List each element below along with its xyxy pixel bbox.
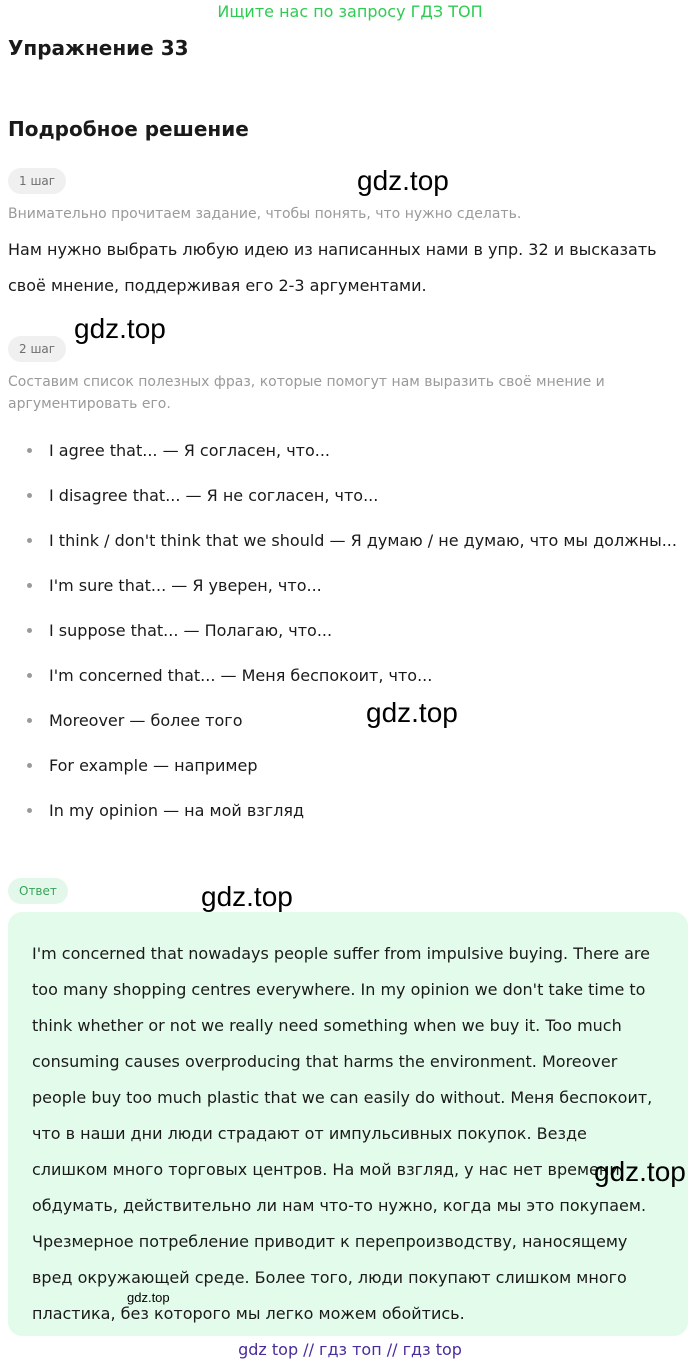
bullet-icon xyxy=(27,538,32,543)
list-item xyxy=(0,563,680,608)
list-item xyxy=(0,473,680,518)
step-1-hint: Внимательно прочитаем задание, чтобы понять, что нужно сделать. xyxy=(8,206,522,222)
watermark: gdz.top xyxy=(366,697,458,728)
watermark: gdz.top xyxy=(74,313,166,344)
answer-box xyxy=(8,912,688,1336)
phrase-text: In my opinion — на мой взгляд xyxy=(49,801,305,820)
search-banner: Ищите нас по запросу ГДЗ ТОП xyxy=(217,2,483,21)
list-item xyxy=(0,518,680,563)
list-item xyxy=(0,788,680,833)
phrase-text: I think / don't think that we should — Я думаю / не думаю, что мы должны... xyxy=(49,531,677,550)
phrase-text: Moreover — более того xyxy=(49,711,243,730)
bullet-icon xyxy=(27,583,32,588)
list-item xyxy=(0,608,680,653)
list-item xyxy=(0,698,680,743)
answer-badge: Ответ xyxy=(8,878,68,904)
step-1-text: Нам нужно выбрать любую идею из написанных нами в упр. 32 и высказать своё мнение, поддерживая его 2-3 аргументами. xyxy=(8,240,657,295)
phrase-text: I'm concerned that... — Меня беспокоит, что... xyxy=(49,666,433,685)
list-item xyxy=(0,653,680,698)
bullet-icon xyxy=(27,808,32,813)
step-2-hint: Составим список полезных фраз, которые помогут нам выразить своё мнение и аргументировать его. xyxy=(8,374,605,412)
bullet-icon xyxy=(27,673,32,678)
phrase-text: I disagree that... — Я не согласен, что... xyxy=(49,486,379,505)
exercise-title: Упражнение 33 xyxy=(8,36,189,60)
phrase-text: I agree that... — Я согласен, что... xyxy=(49,441,331,460)
step-1-badge: 1 шаг xyxy=(8,168,66,194)
bullet-icon xyxy=(27,448,32,453)
phrase-text: For example — например xyxy=(49,756,258,775)
solution-title: Подробное решение xyxy=(8,117,249,141)
footer-links: gdz top // гдз топ // гдз top xyxy=(238,1340,462,1359)
watermark: gdz.top xyxy=(594,1156,686,1187)
watermark: gdz.top xyxy=(201,881,293,912)
step-2-badge: 2 шаг xyxy=(8,336,66,362)
answer-text: I'm concerned that nowadays people suffer from impulsive buying. There are too many shopping centres everywhere. In my opinion we don't take time to think whether or not we really need something when we buy it. Too much consuming causes overproducing that harms the environment. Moreover people buy too much plastic that we can easily do without. Меня беспокоит, что в наши дни люди страдают от импульсивных покупок. Везде слишком много торговых центров. На мой взгляд, у нас нет времени обдумать, действительно ли нам что-то нужно, когда мы это покупаем. Чрезмерное потребление приводит к перепроизводству, наносящему вред окружающей среде. Более того, люди покупают слишком много пластика, без которого мы легко можем обойтись. xyxy=(32,944,653,1323)
bullet-icon xyxy=(27,718,32,723)
bullet-icon xyxy=(27,628,32,633)
list-item xyxy=(0,428,680,473)
watermark: gdz.top xyxy=(357,165,449,196)
phrase-text: I suppose that... — Полагаю, что... xyxy=(49,621,333,640)
list-item xyxy=(0,743,680,788)
phrase-text: I'm sure that... — Я уверен, что... xyxy=(49,576,322,595)
bullet-icon xyxy=(27,493,32,498)
watermark: gdz.top xyxy=(127,1290,170,1305)
phrase-list xyxy=(0,428,700,833)
bullet-icon xyxy=(27,763,32,768)
